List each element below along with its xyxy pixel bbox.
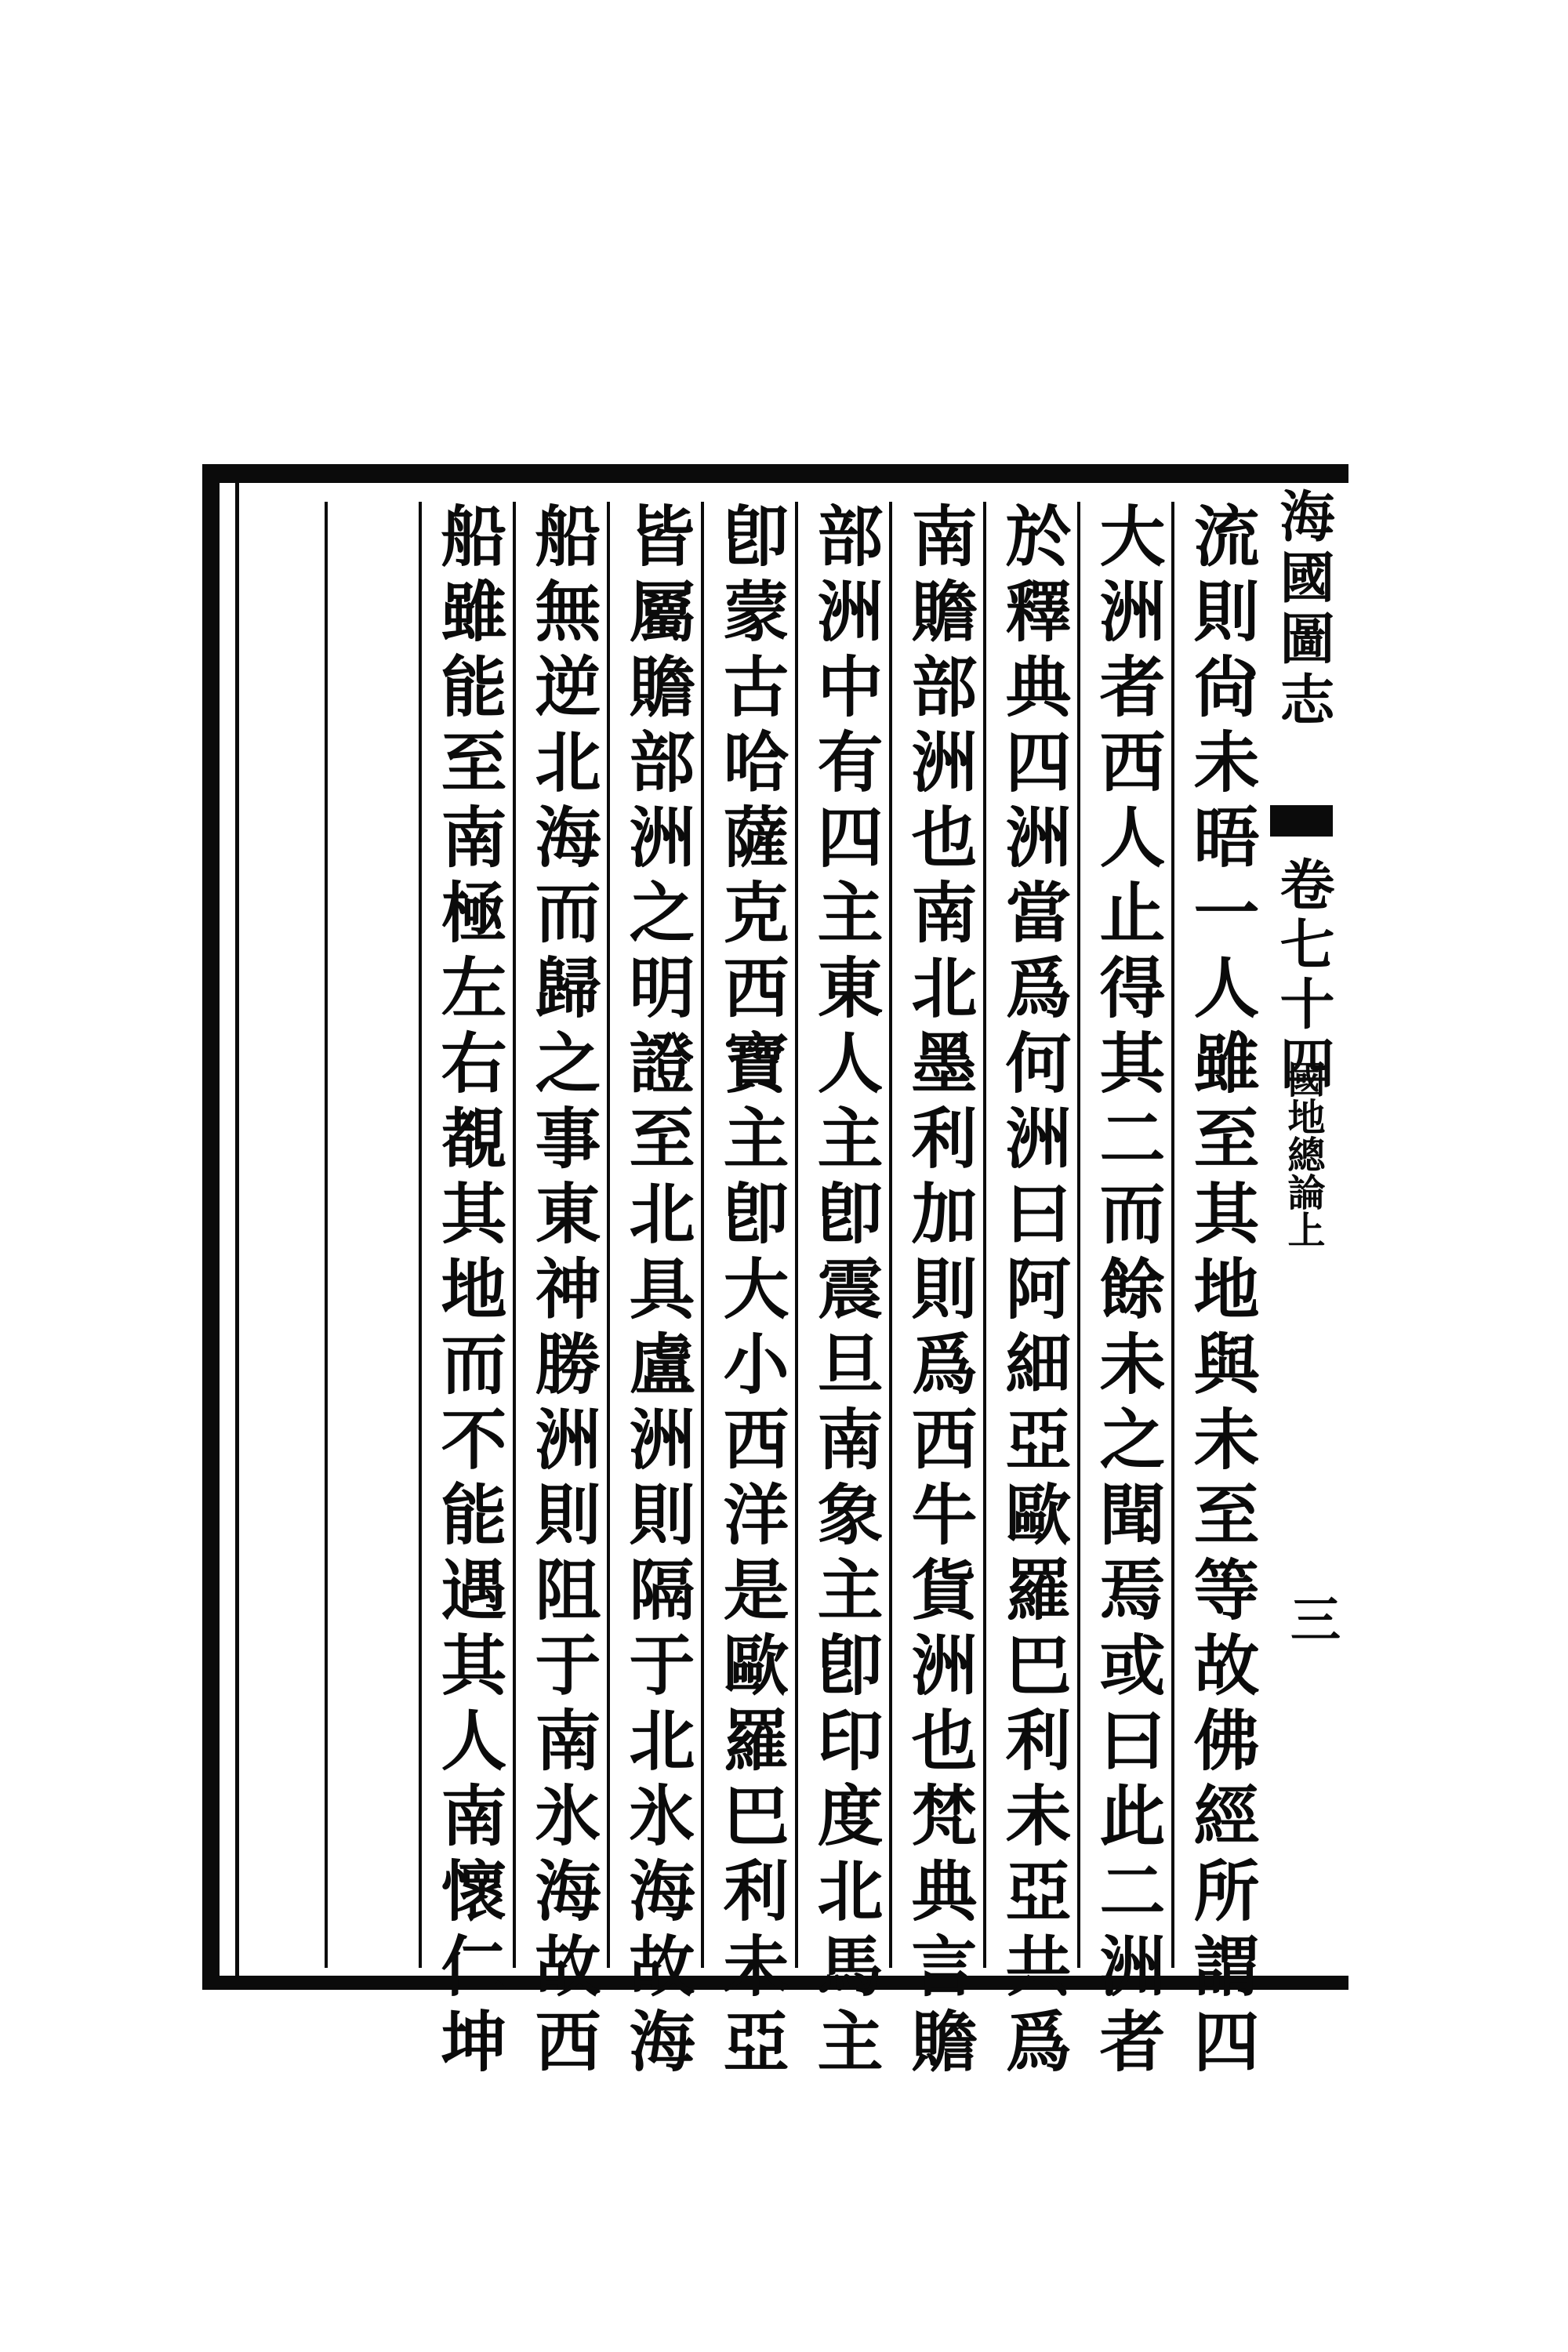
text-column-content: 於釋典四洲當爲何洲曰阿細亞歐羅巴利未亞共爲 [995, 502, 1073, 2082]
text-column-content: 流則尙未晤一人雖至其地與未至等故佛經所謂四 [1183, 502, 1261, 2082]
volume-label: 卷七十四 [1271, 856, 1336, 1094]
text-column-content: 皆屬贍部洲之明證至北具盧洲則隔于北氷海故海 [619, 502, 696, 2082]
text-column [422, 502, 516, 2082]
text-column [986, 502, 1080, 2082]
text-column [892, 502, 986, 2082]
page-border-top [202, 464, 1348, 483]
text-column-content: 南贍部洲也南北墨利加則爲西牛貨洲也梵典言贍 [901, 502, 978, 2082]
text-column-content: 大洲者西人止得其二而餘未之聞焉或曰此二洲者 [1089, 502, 1167, 2082]
text-column [516, 502, 610, 2082]
page-border-inner-left [235, 483, 239, 1976]
fishtail-mark [1270, 805, 1333, 837]
column-rule [325, 502, 328, 1968]
section-label: 國地總論上 [1281, 1060, 1325, 1248]
text-column [798, 502, 892, 2082]
text-column-content: 部洲中有四主東人主卽震旦南象主卽印度北馬主 [807, 502, 884, 2082]
page-border-left [202, 464, 220, 1990]
text-column-content: 船雖能至南極左右覩其地而不能遇其人南懷仁坤 [430, 502, 508, 2082]
text-column [1080, 502, 1174, 2082]
text-column-content: 卽蒙古哈薩克西寶主卽大小西洋是歐羅巴利未亞 [713, 502, 790, 2082]
book-title: 海國圖志 [1271, 488, 1336, 732]
text-column-content: 船無逆北海而歸之事東神勝洲則阻于南氷海故西 [524, 502, 602, 2082]
page-margin-column [1270, 488, 1341, 1962]
text-column [610, 502, 704, 2082]
text-column [1174, 502, 1269, 2082]
text-column [704, 502, 798, 2082]
page-number: 三 [1282, 1593, 1341, 1643]
